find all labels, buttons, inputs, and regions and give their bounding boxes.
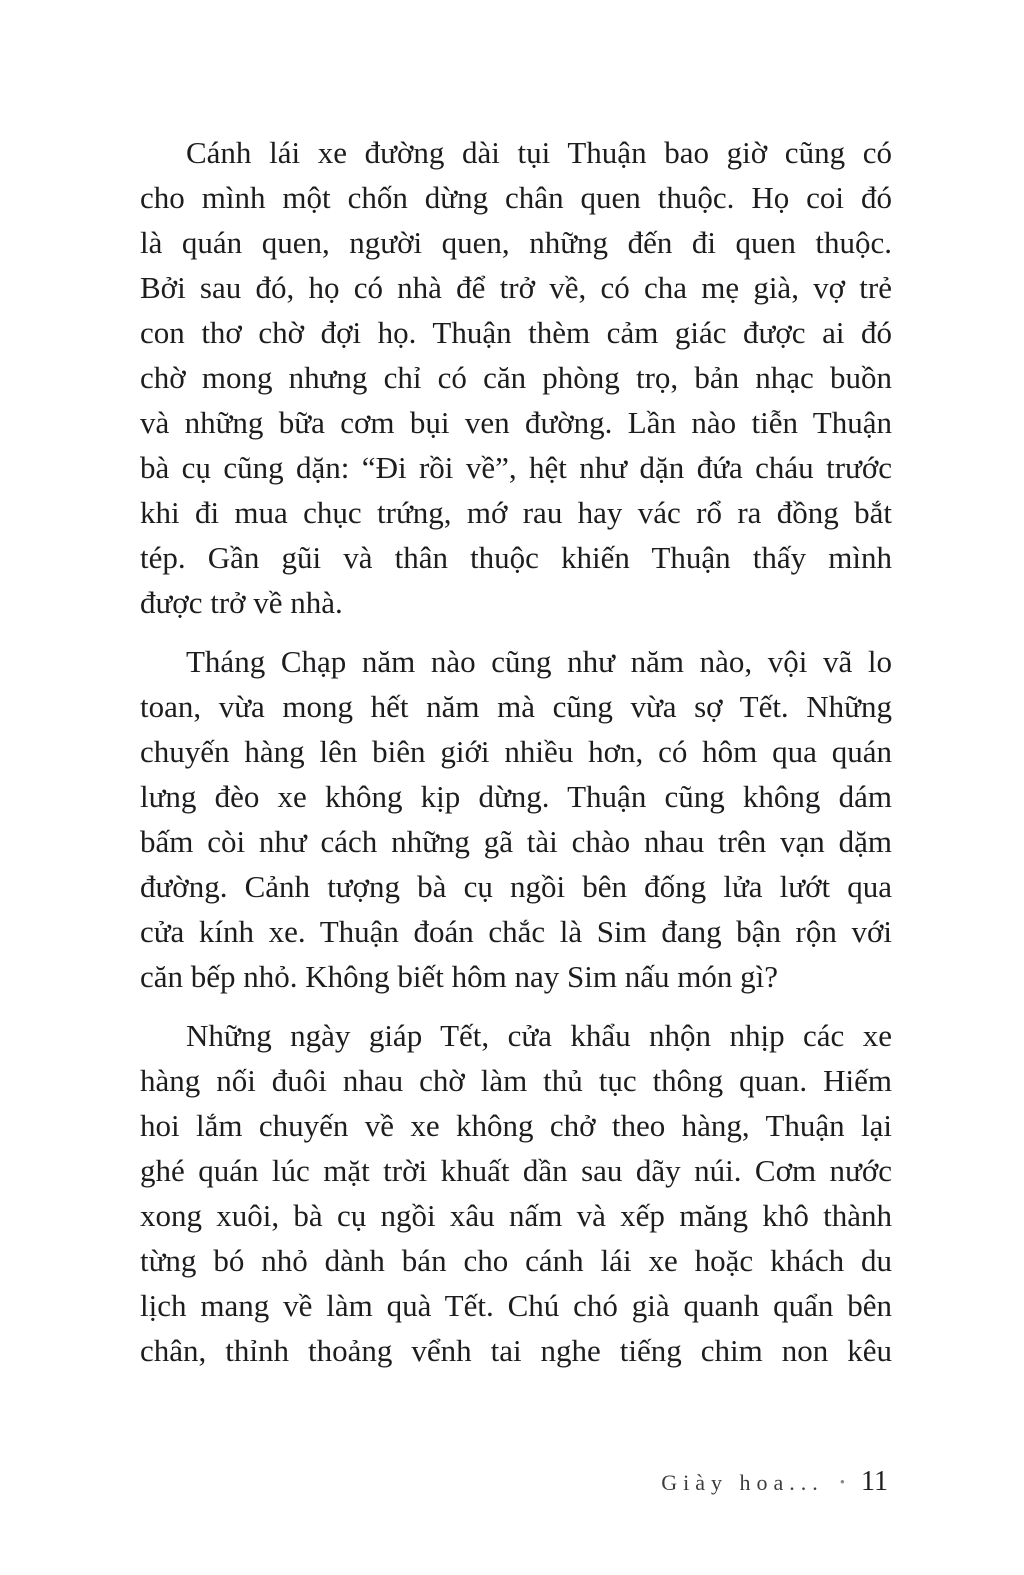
text-line: từng bó nhỏ dành bán cho cánh lái xe hoặc khách du (140, 1243, 892, 1278)
text-line: lịch mang về làm quà Tết. Chú chó già quanh quẩn bên (140, 1288, 892, 1323)
text-line: và những bữa cơm bụi ven đường. Lần nào tiễn Thuận (140, 405, 892, 440)
text-line: là quán quen, người quen, những đến đi quen thuộc. (140, 225, 892, 260)
page-number: 11 (861, 1466, 888, 1497)
text-line: toan, vừa mong hết năm mà cũng vừa sợ Tết. Những (140, 689, 892, 724)
text-line: con thơ chờ đợi họ. Thuận thèm cảm giác được ai đó (140, 315, 892, 350)
text-line: bà cụ cũng dặn: “Đi rồi về”, hệt như dặn đứa cháu trước (140, 450, 892, 485)
text-line: lưng đèo xe không kịp dừng. Thuận cũng không dám (140, 779, 892, 814)
bullet-separator-icon: • (839, 1475, 846, 1491)
text-line: Bởi sau đó, họ có nhà để trở về, có cha mẹ già, vợ trẻ (140, 270, 892, 305)
text-line: chờ mong nhưng chỉ có căn phòng trọ, bản nhạc buồn (140, 360, 892, 395)
paragraph (140, 639, 892, 999)
text-line: cửa kính xe. Thuận đoán chắc là Sim đang bận rộn với (140, 914, 892, 949)
text-line: khi đi mua chục trứng, mớ rau hay vác rổ ra đồng bắt (140, 495, 892, 530)
text-line: được trở về nhà. (140, 585, 343, 620)
page-footer (661, 1466, 888, 1498)
text-line: hàng nối đuôi nhau chờ làm thủ tục thông quan. Hiếm (140, 1063, 892, 1098)
text-line: đường. Cảnh tượng bà cụ ngồi bên đống lửa lướt qua (140, 869, 892, 904)
text-line: chân, thỉnh thoảng vểnh tai nghe tiếng chim non kêu (140, 1333, 892, 1368)
text-line: căn bếp nhỏ. Không biết hôm nay Sim nấu món gì? (140, 959, 778, 994)
paragraph (140, 1013, 892, 1373)
page-text (140, 130, 892, 1373)
running-title: Giày hoa... (661, 1470, 824, 1495)
paragraph (140, 130, 892, 625)
text-line: xong xuôi, bà cụ ngồi xâu nấm và xếp măng khô thành (140, 1198, 892, 1233)
text-line: Những ngày giáp Tết, cửa khẩu nhộn nhịp các xe (186, 1018, 892, 1053)
text-line: hoi lắm chuyến về xe không chở theo hàng, Thuận lại (140, 1108, 892, 1143)
text-line: Cánh lái xe đường dài tụi Thuận bao giờ cũng có (186, 135, 892, 170)
text-line: chuyến hàng lên biên giới nhiều hơn, có hôm qua quán (140, 734, 892, 769)
text-line: cho mình một chốn dừng chân quen thuộc. Họ coi đó (140, 180, 892, 215)
text-line: Tháng Chạp năm nào cũng như năm nào, vội vã lo (186, 644, 892, 679)
text-line: tép. Gần gũi và thân thuộc khiến Thuận thấy mình (140, 540, 892, 575)
text-line: bấm còi như cách những gã tài chào nhau trên vạn dặm (140, 824, 892, 859)
text-line: ghé quán lúc mặt trời khuất dần sau dãy núi. Cơm nước (140, 1153, 892, 1188)
